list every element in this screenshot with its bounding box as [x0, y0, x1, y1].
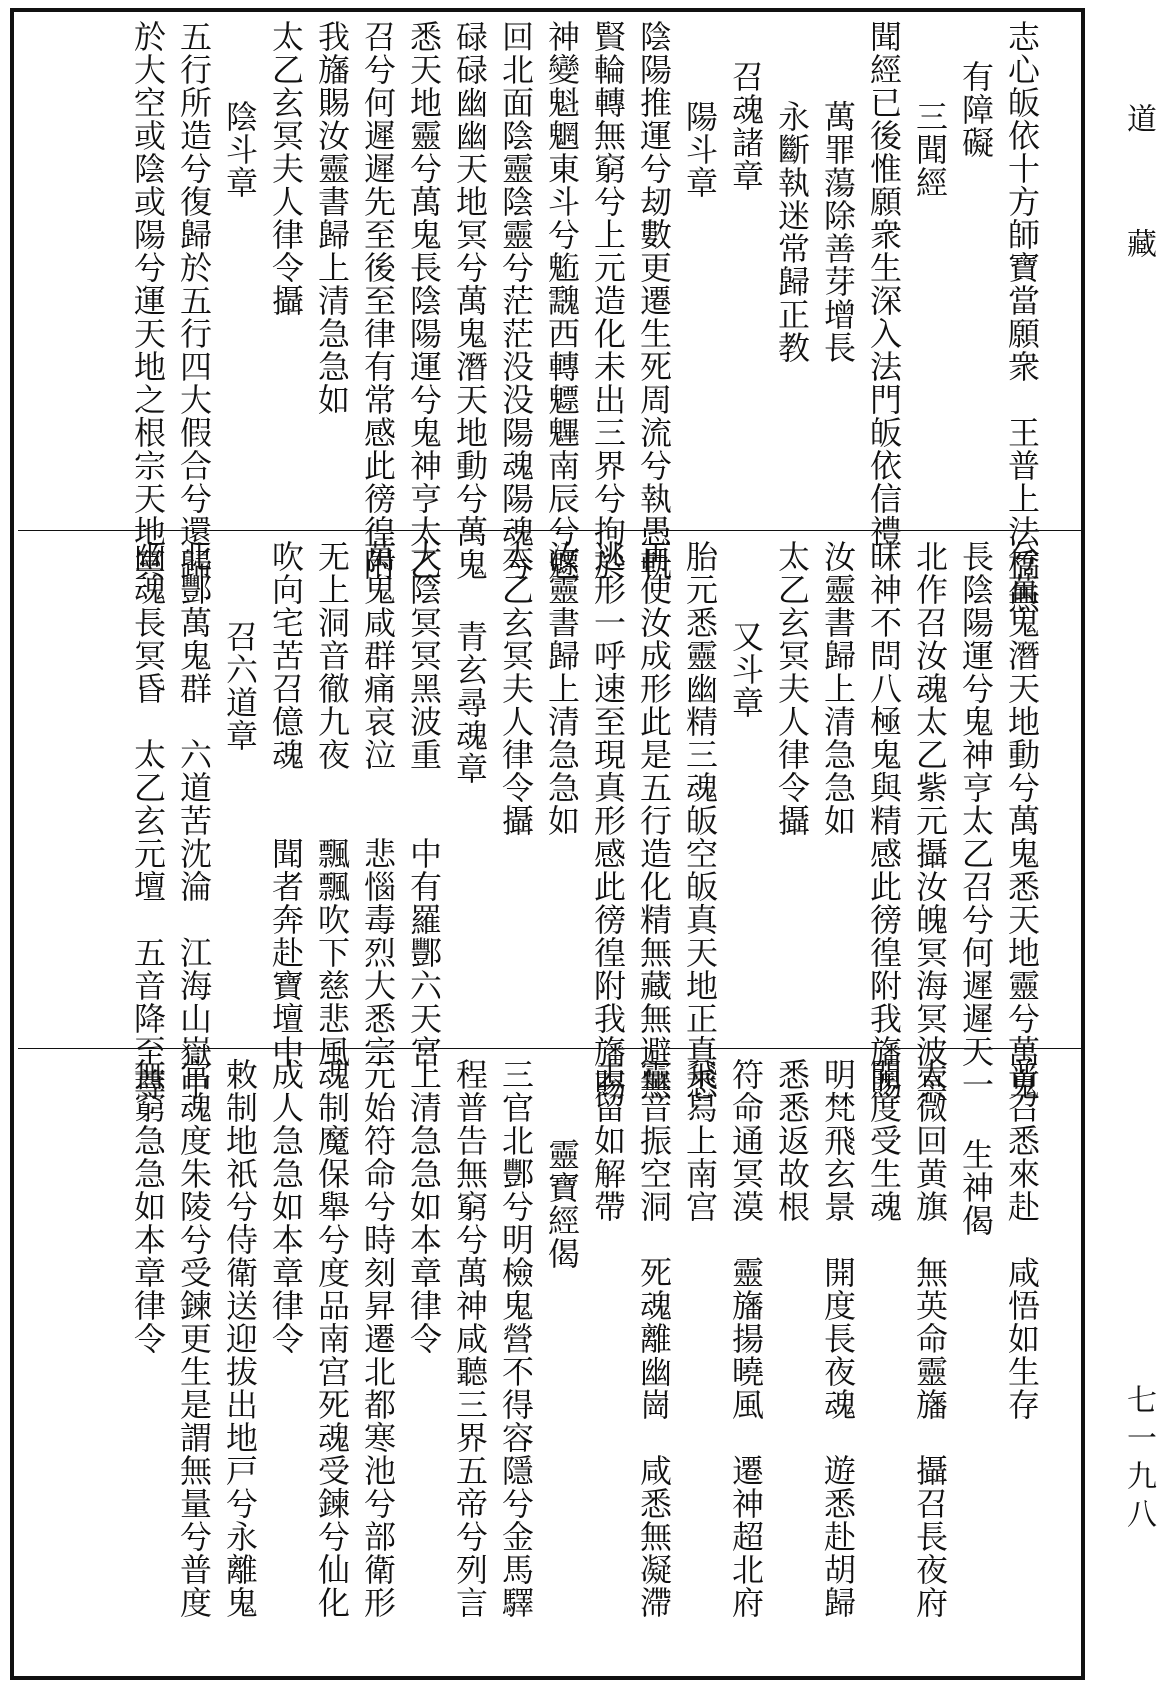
text-column: 汝靈書歸上清急急如	[819, 540, 857, 837]
text-column: 碌碌幽幽天地冥兮萬鬼潛天地動兮萬鬼	[451, 20, 489, 581]
text-column: 普召悉來赴 咸悟如生存	[1003, 1058, 1041, 1421]
margin-page-number: 七一九八	[1121, 1384, 1156, 1536]
text-column: 北酆萬鬼群 六道苦沈淪 江海山嶽中	[175, 540, 213, 1101]
text-column: 逃形一呼速至現真形感此徬徨附我旛賜	[589, 540, 627, 1101]
text-column: 官魂度朱陵兮受鍊更生是謂無量兮普度	[175, 1058, 213, 1619]
text-column: 悉天地靈兮萬鬼長陰陽運兮鬼神亨太乙	[405, 20, 443, 581]
text-column: 再使汝成形此是五行造化精無藏無避無	[635, 540, 673, 1101]
text-column: 三聞經	[911, 100, 949, 199]
text-column: 去留如解帶	[589, 1058, 627, 1223]
text-column: 悉悉返故根	[773, 1058, 811, 1223]
register-top	[0, 20, 1065, 614]
text-column: 生神偈	[957, 1138, 995, 1237]
text-column: 兮萬鬼潛天地動兮萬鬼悉天地靈兮萬鬼	[1003, 540, 1041, 1101]
text-column: 召魂諸章	[727, 60, 765, 192]
register-bottom	[0, 1058, 1065, 1619]
text-column: 永斷執迷常歸正教	[773, 100, 811, 364]
text-column: 大陰冥冥黑波重 中有羅酆六天宮	[405, 540, 443, 1068]
register-middle	[0, 540, 1065, 1101]
text-column: 神變魁魍東斗兮䰢䰰西轉魒魓南辰兮魒	[543, 20, 581, 581]
text-column: 太乙玄冥夫人律令攝	[773, 540, 811, 837]
text-column: 程普告無窮兮萬神咸聽三界五帝兮列言	[451, 1058, 489, 1619]
text-column: 志心皈依十方師寶當願衆 王普上法橋無	[1003, 20, 1041, 614]
text-column: 太乙玄冥夫人律令攝	[267, 20, 305, 317]
text-column: 胎元悉靈幽精三魂皈空皈真天地正真悉	[681, 540, 719, 1101]
margin-collection-title: 道 藏	[1121, 102, 1156, 288]
text-column: 靈寶經偈	[543, 1138, 581, 1270]
text-column: 萬鬼咸群痛哀泣 悲惱毒烈大悉宗	[359, 540, 397, 1068]
text-column: 回北面陰靈陰靈兮茫茫没没陽魂陽魂兮	[497, 20, 535, 581]
text-column: 賢輪轉無窮兮上元造化未出三界兮拘於	[589, 20, 627, 581]
text-column: 聞經已後惟願衆生深入法門皈依信禮	[865, 20, 903, 548]
text-column: 我旛賜汝靈書歸上清急急如	[313, 20, 351, 416]
text-column: 陰斗章	[221, 100, 259, 199]
text-column: 長陰陽運兮鬼神亨太乙召兮何遲遲天一	[957, 540, 995, 1101]
text-column: 成人急急如本章律令	[267, 1058, 305, 1355]
text-column: 三官北酆兮明檢鬼營不得容隱兮金馬驛	[497, 1058, 535, 1619]
text-column: 敕制地祇兮侍衛送迎拔出地戸兮永離鬼	[221, 1058, 259, 1619]
text-column: 飛舄上南宫	[681, 1058, 719, 1223]
text-column: 吹向宅苦召億魂 聞者奔赴寶壇中	[267, 540, 305, 1068]
text-column: 青玄尋魂章	[451, 620, 489, 785]
text-column: 昧神不問八極鬼與精感此徬徨附我旛賜	[865, 540, 903, 1101]
text-column: 召兮何遲遲先至後至律有常感此徬徨附	[359, 20, 397, 581]
text-column: 有障礙	[957, 60, 995, 159]
text-column: 元始符命兮時刻昇遷北都寒池兮部衛形	[359, 1058, 397, 1619]
text-column: 五行所造兮復歸於五行四大假合兮還歸	[175, 20, 213, 581]
text-column: 陽斗章	[681, 100, 719, 199]
text-column: 无上洞音徹九夜 飄飄吹下慈悲風	[313, 540, 351, 1068]
text-column: 又斗章	[727, 620, 765, 719]
text-column: 太乙玄冥夫人律令攝	[497, 540, 535, 837]
text-column: 靈音振空洞 死魂離幽崗 咸悉無凝滯	[635, 1058, 673, 1619]
text-column: 上清急急如本章律令	[405, 1058, 443, 1355]
text-column: 開度受生魂	[865, 1058, 903, 1223]
text-column: 魂制魔保舉兮度品南宫死魂受鍊兮仙化	[313, 1058, 351, 1619]
text-column: 召六道章	[221, 620, 259, 752]
text-column: 於大空或陰或陽兮運天地之根宗天地冥	[129, 20, 167, 581]
text-column: 汝靈書歸上清急急如	[543, 540, 581, 837]
text-column: 明梵飛玄景 開度長夜魂 遊悉赴胡歸	[819, 1058, 857, 1619]
text-column: 無窮急急如本章律令	[129, 1058, 167, 1355]
text-column: 萬罪蕩除善芽增長	[819, 100, 857, 364]
text-column: 符命通冥漠 靈旛揚曉風 遷神超北府	[727, 1058, 765, 1619]
text-column: 太微回黄旗 無英命靈旛 攝召長夜府	[911, 1058, 949, 1619]
text-column: 幽魂長冥昏 太乙玄元壇 五音降至尊	[129, 540, 167, 1101]
text-column: 陰陽推運兮刼數更遷生死周流兮執愚軌	[635, 20, 673, 581]
text-column: 北作召汝魂太乙紫元攝汝魄冥海冥波冥	[911, 540, 949, 1101]
